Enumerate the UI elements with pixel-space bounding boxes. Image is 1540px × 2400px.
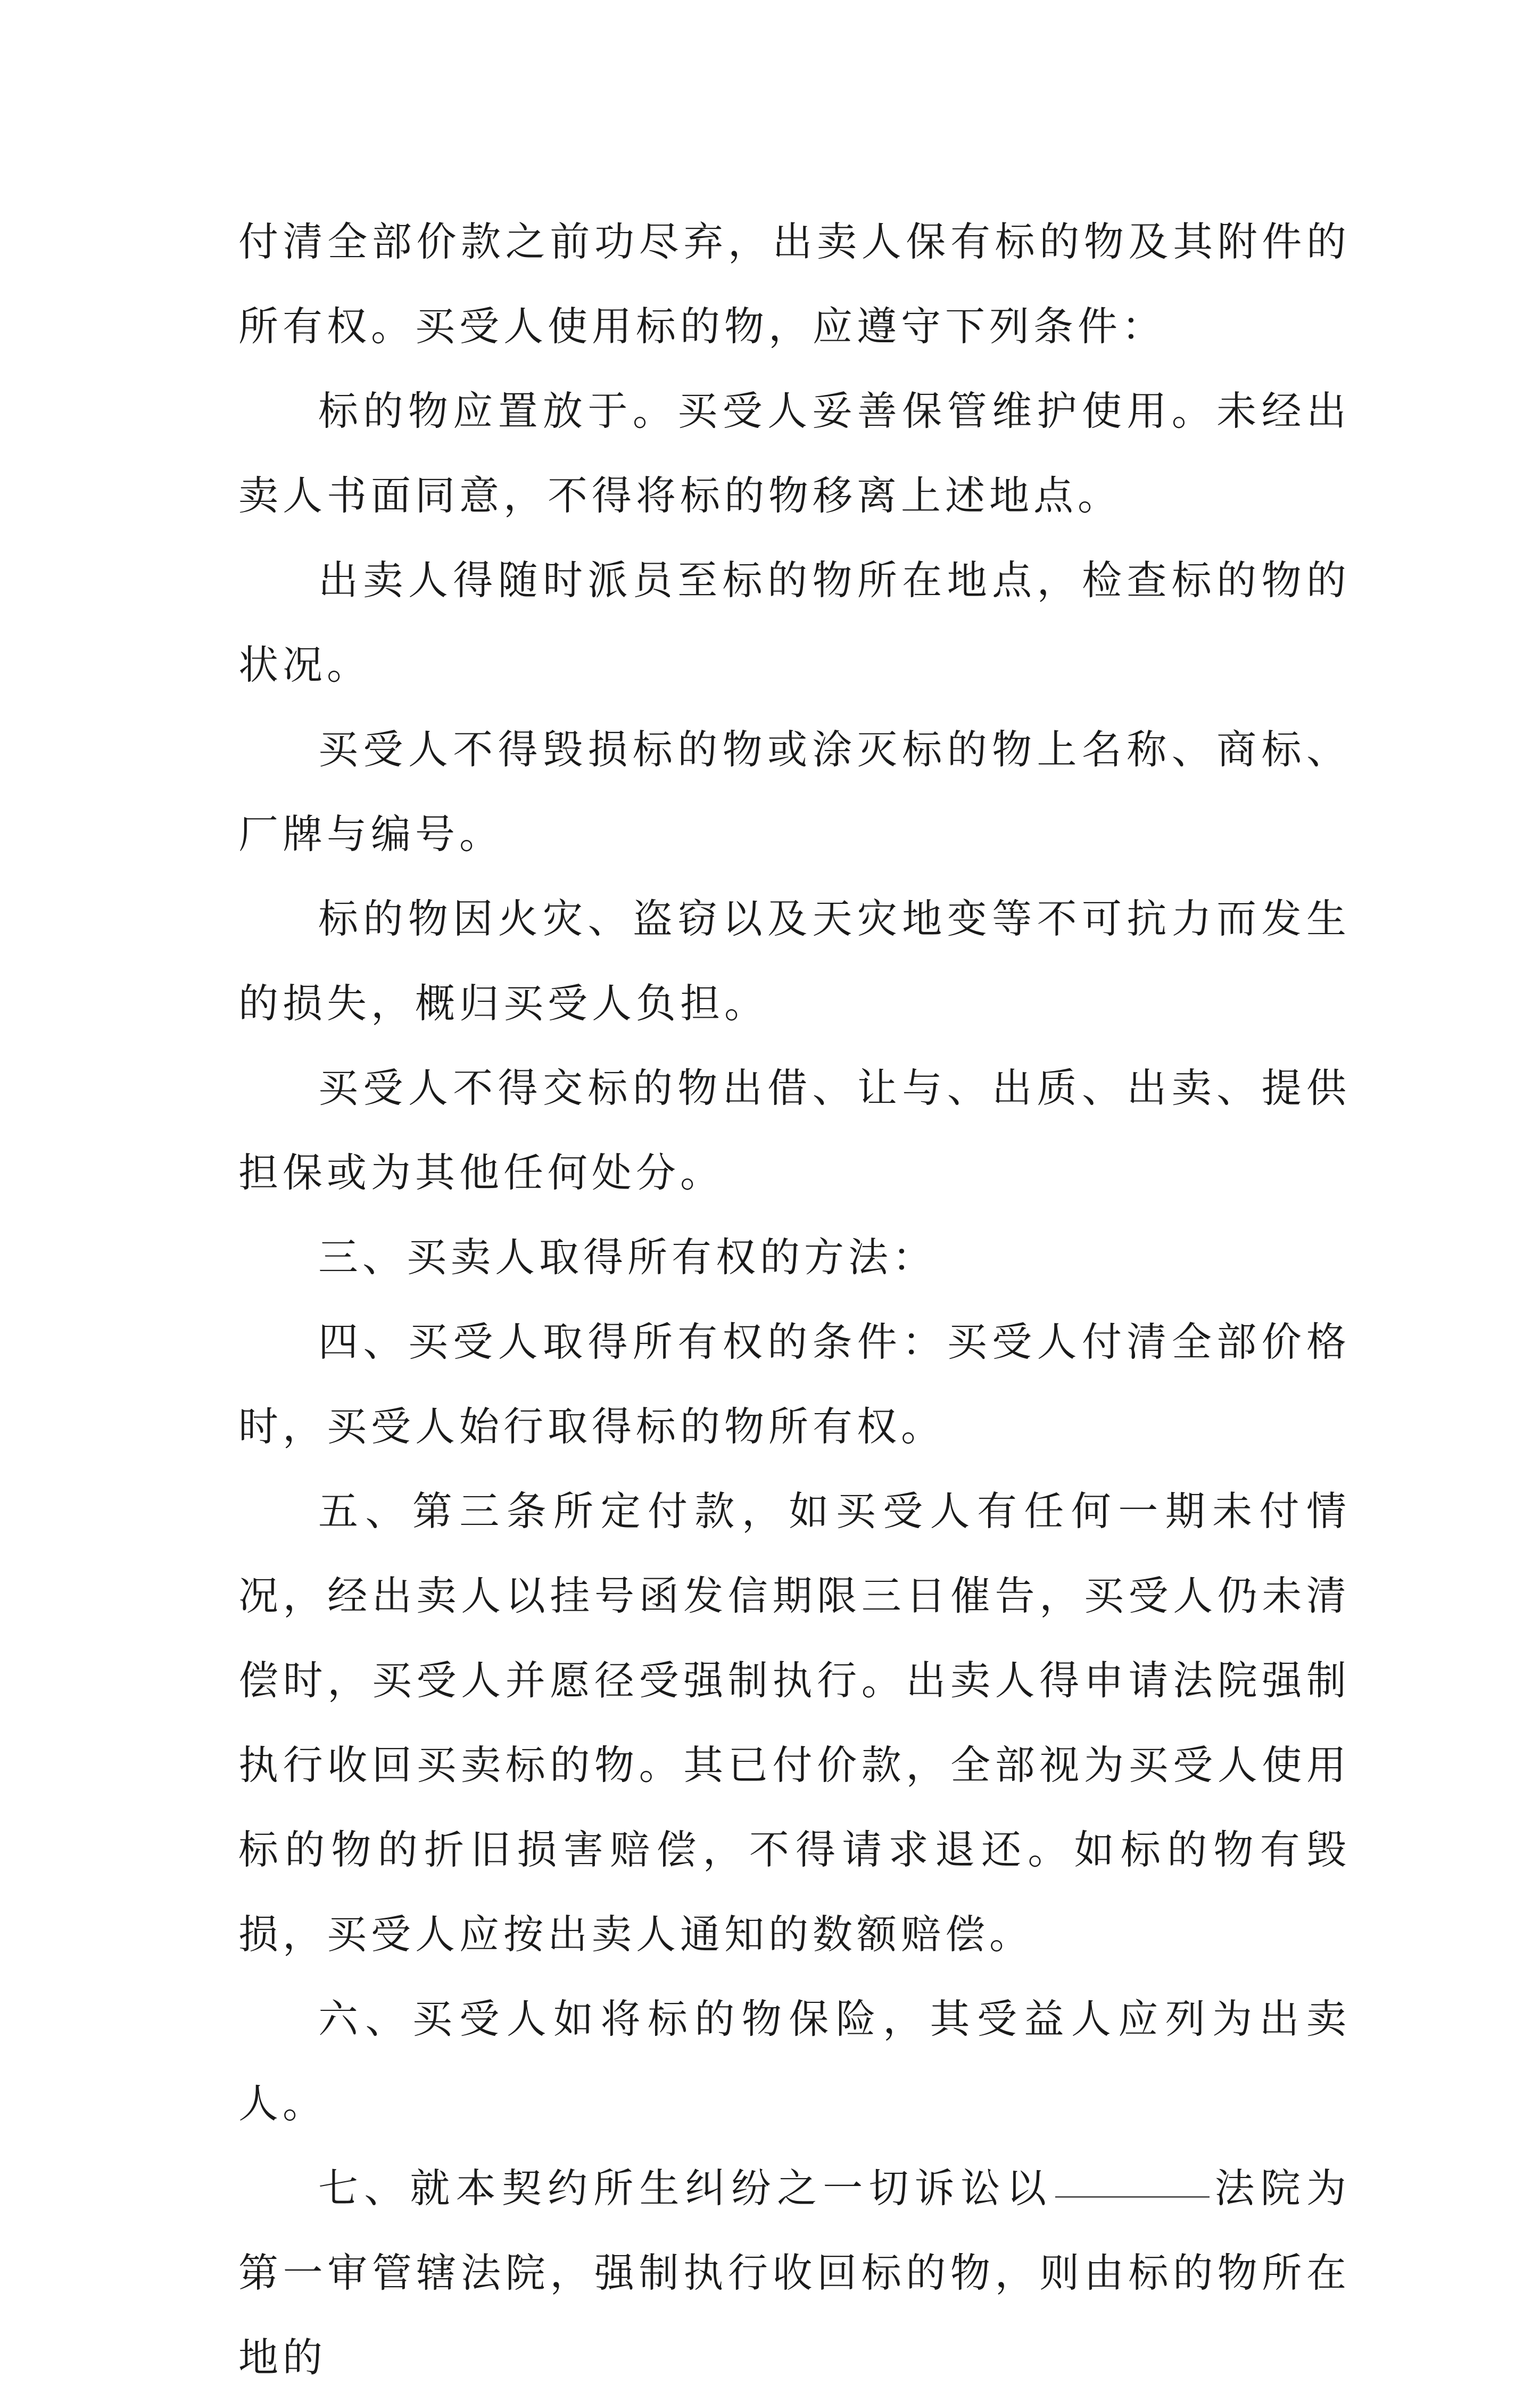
paragraph-no-disposal: 买受人不得交标的物出借、让与、出质、出卖、提供担保或为其他任何处分。 xyxy=(238,1065,1351,1196)
paragraph-placement: 标的物应置放于。买受人妥善保管维护使用。未经出卖人书面同意，不得将标的物移离上述地点。 xyxy=(238,387,1351,519)
clause-7-before-blank: 七、就本契约所生纠纷之一切诉讼以 xyxy=(318,2165,1053,2212)
paragraph-force-majeure: 标的物因火灾、盗窃以及天灾地变等不可抗力而发生的损失，概归买受人负担。 xyxy=(238,895,1351,1027)
paragraph-inspection: 出卖人得随时派员至标的物所在地点，检查标的物的状况。 xyxy=(238,557,1351,688)
clause-6: 六、买受人如将标的物保险，其受益人应列为出卖人。 xyxy=(238,1995,1351,2127)
clause-7-after-blank: 法院为第一审管辖法院，强制执行收回标的物，则由标的物所在地的 xyxy=(238,2165,1351,2381)
clause-7 xyxy=(238,2146,1351,2400)
court-name-blank xyxy=(1055,2196,1210,2198)
clause-5: 五、第三条所定付款，如买受人有任何一期未付情况，经出卖人以挂号函发信期限三日催告，买受人仍未清偿时，买受人并愿径受强制执行。出卖人得申请法院强制执行收回买卖标的物。其已付价款，全部视为买受人使用标的物的折旧损害赔偿，不得请求退还。如标的物有毁损，买受人应按出卖人通知的数额赔偿。 xyxy=(238,1488,1351,1958)
paragraph-ownership-retention: 付清全部价款之前功尽弃，出卖人保有标的物及其附件的所有权。买受人使用标的物，应遵守下列条件： xyxy=(238,218,1351,350)
clause-3: 三、买卖人取得所有权的方法： xyxy=(318,1234,937,1281)
paragraph-no-damage: 买受人不得毁损标的物或涂灭标的物上名称、商标、厂牌与编号。 xyxy=(238,726,1351,857)
document-body xyxy=(238,200,1351,2400)
clause-4: 四、买受人取得所有权的条件：买受人付清全部价格时，买受人始行取得标的物所有权。 xyxy=(238,1318,1351,1450)
